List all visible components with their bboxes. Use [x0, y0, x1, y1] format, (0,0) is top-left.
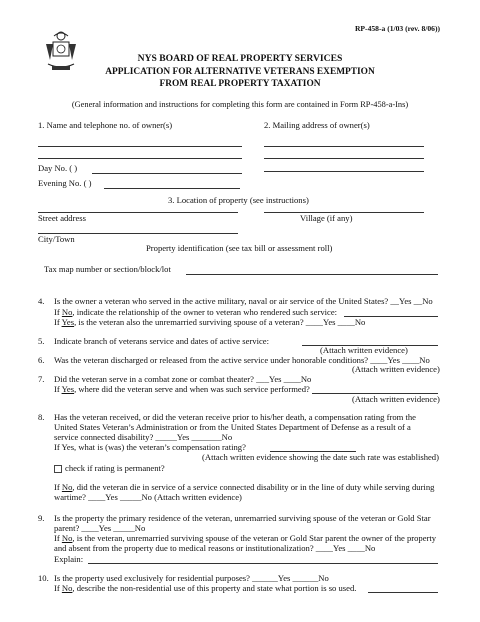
q9-line1: Is the property the primary residence of the veteran, unremarried surviving spouse of the veteran or Gold Star [54, 513, 431, 523]
form-title-line1: APPLICATION FOR ALTERNATIVE VETERANS EXEMPTION [105, 67, 375, 77]
q1-label: 1. Name and telephone no. of owner(s) [38, 120, 173, 130]
q4-spouse-line: If Yes, is the veteran also the unremarried surviving spouse of a veteran? ____Yes ____No [54, 317, 366, 327]
q10-line2: If No, describe the non-residential use of this property and state what portion is so used. [54, 583, 357, 593]
q4-relationship-line: If No, indicate the relationship of the owner to veteran who rendered such service: [54, 307, 338, 317]
day-phone-label: Day No. ( ) [38, 163, 78, 173]
q5-question: Indicate branch of veterans service and dates of active service: [54, 336, 269, 346]
street-address-label: Street address [38, 213, 86, 223]
q9-line4: and absent from the property due to medical reasons or institutionalization? ____Yes ____No [54, 543, 376, 553]
q10-line1: Is the property used exclusively for residential purposes? ______Yes ______No [54, 573, 329, 583]
q4-number: 4. [38, 296, 45, 306]
q6-attach-note: (Attach written evidence) [352, 364, 440, 374]
form-title-line2: FROM REAL PROPERTY TAXATION [159, 79, 321, 89]
q7-attach-note: (Attach written evidence) [352, 394, 440, 404]
instructions-note: (General information and instructions for completing this form are contained in Form RP-458-a-Ins) [71, 100, 409, 109]
non-residential-use-field[interactable] [368, 592, 438, 593]
q8-attach-note: (Attach written evidence showing the date such rate was established) [202, 452, 439, 462]
permanent-rating-row [54, 463, 165, 473]
q8-number: 8. [38, 412, 45, 422]
q8-line4: If Yes, what is (was) the veteran’s compensation rating? [54, 442, 246, 452]
q10-number: 10. [38, 573, 49, 583]
checkbox-icon[interactable] [54, 465, 62, 473]
q7-number: 7. [38, 374, 45, 384]
q4-question: Is the owner a veteran who served in the active military, naval or air service of the United States? __Yes __No [54, 296, 433, 306]
q7-where-line: If Yes, where did the veteran serve and when was such service performed? [54, 384, 310, 394]
mailing-address-field-1[interactable] [264, 146, 424, 147]
owner-name-field-2[interactable] [38, 158, 242, 159]
q5-number: 5. [38, 336, 45, 346]
q5-attach-note: (Attach written evidence) [320, 345, 408, 355]
explain-field[interactable] [88, 563, 438, 564]
q6-question: Was the veteran discharged or released from the active service under honorable conditions? ____Yes ____No [54, 355, 430, 365]
q2-label: 2. Mailing address of owner(s) [264, 120, 370, 130]
q7-question: Did the veteran serve in a combat zone or combat theater? ___Yes ____No [54, 374, 312, 384]
village-label: Village (if any) [300, 213, 353, 223]
q8-line3: service connected disability? _____Yes _______No [54, 432, 233, 442]
q8-line5: If No, did the veteran die in service of a service connected disability or in the line of duty while serving during [54, 482, 435, 492]
q8-line6: wartime? ____Yes _____No (Attach written evidence) [54, 492, 242, 502]
permanent-rating-label: check if rating is permanent? [65, 463, 165, 473]
city-town-label: City/Town [38, 234, 75, 244]
evening-phone-label: Evening No. ( ) [38, 178, 92, 188]
q9-explain-label: Explain: [54, 554, 84, 564]
mailing-address-field-3[interactable] [264, 171, 424, 172]
property-id-label: Property identification (see tax bill or assessment roll) [146, 243, 333, 253]
q9-line3: If No, is the veteran, unremarried surviving spouse of the veteran or Gold Star parent the owner of the property [54, 533, 437, 543]
q6-number: 6. [38, 355, 45, 365]
form-number: RP-458-a (1/03 (rev. 8/06)) [354, 24, 440, 33]
owner-name-field-1[interactable] [38, 146, 242, 147]
tax-map-label: Tax map number or section/block/lot [44, 264, 171, 274]
day-phone-field[interactable] [92, 173, 242, 174]
q8-line2: United States Veteran’s Administration or from the United States Department of Defense as a result of a [54, 422, 411, 432]
q3-label: 3. Location of property (see instructions) [168, 195, 309, 205]
q9-number: 9. [38, 513, 45, 523]
evening-phone-field[interactable] [104, 188, 240, 189]
q8-line1: Has the veteran received, or did the veteran receive prior to his/her death, a compensation rating from the [54, 412, 416, 422]
q9-line2: parent? ____Yes _____No [54, 523, 146, 533]
mailing-address-field-2[interactable] [264, 158, 424, 159]
board-name: NYS BOARD OF REAL PROPERTY SERVICES [137, 53, 343, 64]
tax-map-field[interactable] [186, 274, 438, 275]
